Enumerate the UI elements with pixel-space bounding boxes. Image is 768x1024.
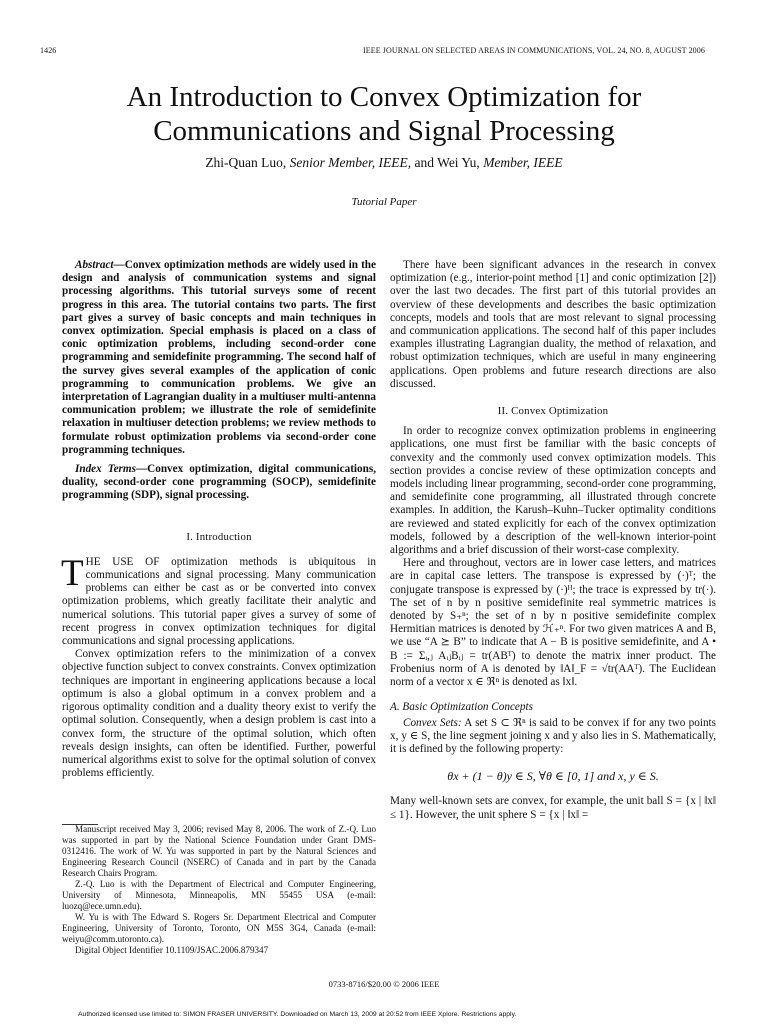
author-1-role: Senior Member, IEEE,	[289, 155, 412, 170]
section-1-heading: I. Introduction	[186, 530, 252, 543]
subsection-heading-text: A. Basic Optimization Concepts	[390, 701, 533, 714]
footnote-yu: W. Yu is with The Edward S. Rogers Sr. Department Electrical and Computer Engineering, University of Toronto, Toronto, ON M5S 3G4, Canada (e-mail: weiyu@comm.utoronto.ca).	[62, 912, 376, 944]
footnote-luo: Z.-Q. Luo is with the Department of Electrical and Computer Engineering, University of Minnesota, Minneapolis, MN 55455 USA (e-mail: luozq@ece.umn.edu).	[62, 879, 376, 911]
right-paragraph-1: There have been significant advances in the research in convex optimization (e.g., interior-point method [1] and conic optimization [2]) over the last two decades. The first part of this tutorial provides an overview of these developments and describes the basic optimization concepts, models and tools that are most relevant to signal processing and communication applications. The second half of this paper includes examples illustrating Lagrangian duality, the method of relaxation, and robust optimization techniques, which are useful in many engineering applications. Open problems and future research directions are also discussed.	[390, 259, 716, 390]
intro-paragraph-1-text: HE USE OF optimization methods is ubiquitous in communications and signal processing. Many communication problems can either be cast as or be converted into convex optimization problems, which greatly facilitate their analytic and numerical solutions. This tutorial paper gives a survey of some of recent progress in convex optimization techniques for digital communications and signal processing applications.	[62, 555, 376, 648]
author-2: Wei Yu,	[437, 155, 480, 170]
abstract-text: —Convex optimization methods are widely used in the design and analysis of communication systems and signal processing algorithms. This tutorial surveys some of recent progress in this area. The tutorial contains two parts. The first part gives a survey of basic concepts and main techniques in convex optimization. Special emphasis is placed on a class of conic optimization problems, including second-order cone programming and semidefinite programming. The second half of the survey gives several examples of the application of conic programming to communication problems. We give an interpretation of Lagrangian duality in a multiuser multi-antenna communication problem; we illustrate the role of semidefinite relaxation in multiuser detection problems; we review methods to formulate robust optimization problems via second-order cone programming techniques.	[62, 259, 376, 456]
right-column	[390, 259, 716, 822]
section-2-heading: II. Convex Optimization	[497, 405, 609, 418]
paper-type: Tutorial Paper	[351, 196, 417, 208]
journal-header: IEEE JOURNAL ON SELECTED AREAS IN COMMUNICATIONS, VOL. 24, NO. 8, AUGUST 2006	[362, 46, 705, 55]
index-terms	[62, 463, 376, 503]
subsection-heading	[390, 701, 716, 714]
intro-paragraph-2: Convex optimization refers to the minimization of a convex objective function subject to convex constraints. Convex optimization techniques are important in engineering applications because a local optimum is also a global optimum in a convex problem and a rigorous optimality condition and a duality theory exist to verify the optimal solution. Consequently, when a design problem is cast into a convex form, the structure of the optimal solution, which often reveals design insights, can often be identified. Further, powerful numerical algorithms exist to solve for the optimal solution of convex problems efficiently.	[62, 648, 376, 780]
index-terms-text: —Convex optimization, digital communications, duality, second-order cone programming (SOCP), semidefinite programming (SDP), signal processing.	[62, 463, 376, 502]
convex-sets-label: Convex Sets:	[403, 716, 462, 729]
author-line	[0, 155, 768, 171]
drop-cap: T	[61, 552, 84, 594]
page-number: 1426	[40, 46, 57, 55]
author-1: Zhi-Quan Luo,	[205, 155, 287, 170]
license-notice: Authorized licensed use limited to: SIMON FRASER UNIVERSITY. Downloaded on March 13, 2009 at 20:52 from IEEE Xplore. Restrictions apply.	[78, 1011, 517, 1018]
paper-title	[0, 80, 768, 148]
abstract	[62, 259, 376, 457]
right-paragraph-4	[390, 717, 716, 757]
convex-sets-text: A set S ⊂ ℜⁿ is said to be convex if for any two points x, y ∈ S, the line segment joining x and y also lies in S. Mathematically, it is defined by the following property:	[390, 716, 716, 755]
author-and: and	[414, 155, 435, 170]
index-terms-label: Index Terms	[75, 463, 136, 476]
left-column	[62, 259, 376, 780]
footnote-manuscript: Manuscript received May 3, 2006; revised May 8, 2006. The work of Z.-Q. Luo was supported in part by the National Science Foundation under Grant DMS-0312416. The work of W. Yu was supported in part by the Natural Sciences and Engineering Research Council (NSERC) of Canada and in part by the Canada Research Chairs Program.	[62, 824, 376, 878]
title-line-2: Communications and Signal Processing	[153, 115, 615, 147]
footnote-doi: Digital Object Identifier 10.1109/JSAC.2006.879347	[75, 945, 269, 955]
title-line-1: An Introduction to Convex Optimization for	[126, 81, 642, 113]
footnotes	[62, 824, 376, 956]
right-paragraph-3: Here and throughout, vectors are in lower case letters, and matrices are in capital case letters. The transpose is expressed by (·)ᵀ; the conjugate transpose is expressed by (·)ᴴ; the trace is expressed by tr(·). The set of n by n positive semidefinite real symmetric matrices is denoted by S₊ⁿ; the set of n by n positive semidefinite complex Hermitian matrices is denoted by ℋ₊ⁿ. For two given matrices A and B, we use “A ⪰ B” to indicate that A − B is positive semidefinite, and A • B := Σᵢ,ⱼ AᵢⱼBᵢⱼ = tr(ABᵀ) to denote the matrix inner product. The Frobenius norm of A is denoted by ‖A‖_F = √tr(AAᵀ). The Euclidean norm of a vector x ∈ ℜⁿ is denoted as ‖x‖.	[390, 557, 716, 689]
intro-paragraph-1	[61, 552, 376, 648]
copyright-line: 0733-8716/$20.00 © 2006 IEEE	[328, 979, 440, 989]
author-2-role: Member, IEEE	[483, 155, 563, 170]
right-paragraph-2: In order to recognize convex optimization problems in engineering applications, one must first be familiar with the basic concepts of convexity and the commonly used convex optimization models. This section provides a concise review of these optimization concepts and models including linear programming, second-order cone programming, and semidefinite cone programming, all illustrated through concrete examples. In addition, the Karush–Kuhn–Tucker optimality conditions are reviewed and stated explicitly for each of the convex optimization models, followed by a description of the well-known interior-point algorithms and a brief discussion of their worst-case complexity.	[390, 425, 716, 557]
abstract-label: Abstract	[75, 259, 114, 271]
right-paragraph-5: Many well-known sets are convex, for example, the unit ball S = {x | ‖x‖ ≤ 1}. However, the unit sphere S = {x | ‖x‖ =	[390, 795, 716, 821]
convexity-equation: θx + (1 − θ)y ∈ S, ∀θ ∈ [0, 1] and x, y ∈ S.	[447, 769, 659, 784]
